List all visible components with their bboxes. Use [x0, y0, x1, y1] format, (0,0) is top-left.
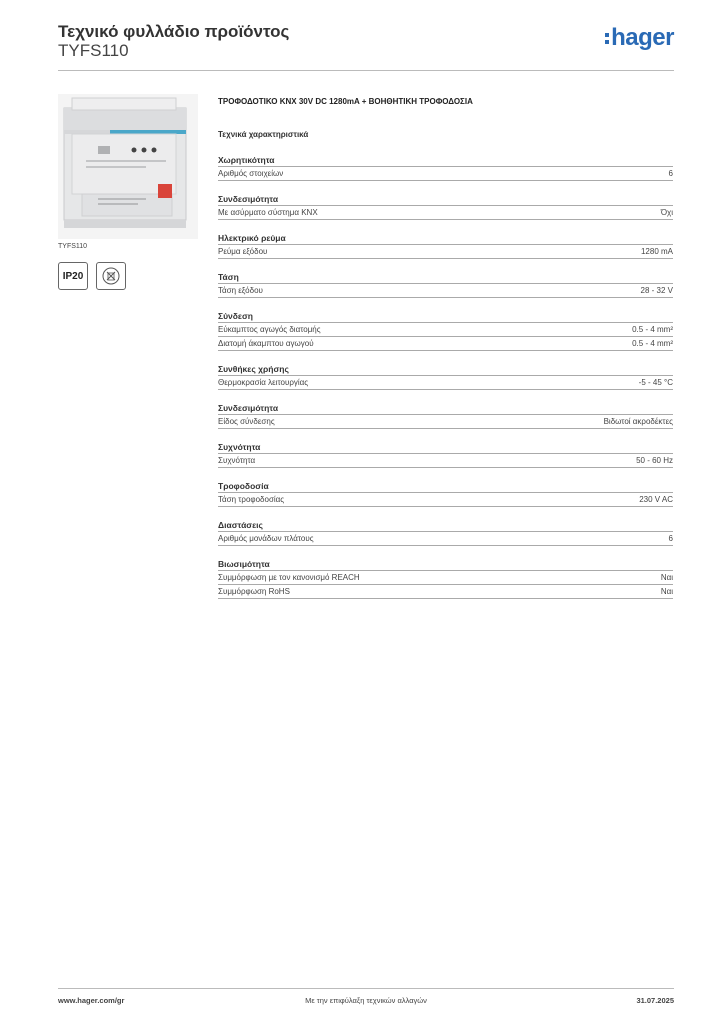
spec-label: Θερμοκρασία λειτουργίας — [218, 378, 309, 387]
spec-value: 0.5 - 4 mm² — [632, 325, 673, 334]
spec-value: 0.5 - 4 mm² — [632, 339, 673, 348]
spec-row — [218, 245, 673, 259]
spec-group — [218, 520, 673, 546]
spec-group — [218, 155, 673, 181]
spec-row — [218, 206, 673, 220]
spec-group-title: Συχνότητα — [218, 442, 673, 454]
power-supply-icon — [58, 94, 198, 239]
spec-row — [218, 337, 673, 351]
spec-label: Συμμόρφωση RoHS — [218, 587, 290, 596]
spec-groups — [218, 155, 673, 599]
spec-value: 6 — [668, 169, 673, 178]
spec-value: 6 — [668, 534, 673, 543]
section-title: Τεχνικά χαρακτηριστικά — [218, 130, 309, 139]
spec-label: Συμμόρφωση με τον κανονισμό REACH — [218, 573, 360, 582]
spec-label: Με ασύρματο σύστημα KNX — [218, 208, 318, 217]
spec-label: Τάση εξόδου — [218, 286, 263, 295]
spec-group-title: Συνδεσιμότητα — [218, 403, 673, 415]
spec-value: 50 - 60 Hz — [636, 456, 673, 465]
spec-label: Είδος σύνδεσης — [218, 417, 275, 426]
spec-value: Ναι — [660, 587, 673, 596]
spec-group-title: Διαστάσεις — [218, 520, 673, 532]
weee-icon — [96, 262, 126, 290]
spec-row — [218, 415, 673, 429]
spec-group-title: Χωρητικότητα — [218, 155, 673, 167]
hager-logo — [605, 24, 674, 52]
spec-row — [218, 323, 673, 337]
spec-group-title: Ηλεκτρικό ρεύμα — [218, 233, 673, 245]
spec-group-title: Σύνδεση — [218, 311, 673, 323]
spec-group — [218, 559, 673, 599]
spec-label: Αριθμός μονάδων πλάτους — [218, 534, 314, 543]
spec-row — [218, 532, 673, 546]
spec-label: Διατομή άκαμπτου αγωγού — [218, 339, 314, 348]
spec-row — [218, 284, 673, 298]
spec-group — [218, 233, 673, 259]
spec-value: 230 V AC — [639, 495, 673, 504]
spec-row — [218, 585, 673, 599]
spec-label: Τάση τροφοδοσίας — [218, 495, 285, 504]
spec-label: Αριθμός στοιχείων — [218, 169, 284, 178]
spec-value: Όχι — [660, 208, 673, 217]
spec-group-title: Τροφοδοσία — [218, 481, 673, 493]
specifications — [218, 97, 673, 599]
document-subtitle: TYFS110 — [58, 41, 129, 60]
footer-website: www.hager.com/gr — [58, 996, 125, 1005]
spec-row — [218, 376, 673, 390]
spec-group — [218, 442, 673, 468]
spec-group — [218, 311, 673, 351]
page-header — [58, 20, 674, 68]
spec-value: Βιδωτοί ακροδέκτες — [603, 417, 673, 426]
spec-row — [218, 493, 673, 507]
spec-label: Εύκαμπτος αγωγός διατομής — [218, 325, 321, 334]
spec-value: Ναι — [660, 573, 673, 582]
spec-label: Ρεύμα εξόδου — [218, 247, 268, 256]
spec-group — [218, 403, 673, 429]
spec-group-title: Συνθήκες χρήσης — [218, 364, 673, 376]
spec-group-title: Τάση — [218, 272, 673, 284]
image-caption: TYFS110 — [58, 243, 88, 250]
document-title: Τεχνικό φυλλάδιο προϊόντος — [58, 22, 290, 41]
logo-dots-icon — [605, 30, 610, 47]
header-divider — [58, 70, 674, 71]
spec-value: -5 - 45 °C — [638, 378, 673, 387]
spec-group — [218, 364, 673, 390]
product-image — [58, 94, 198, 239]
logo-text: hager — [611, 24, 674, 51]
spec-group — [218, 481, 673, 507]
spec-row — [218, 167, 673, 181]
spec-row — [218, 454, 673, 468]
spec-label: Συχνότητα — [218, 456, 256, 465]
footer-date: 31.07.2025 — [636, 996, 674, 1005]
spec-group-title: Βιωσιμότητα — [218, 559, 673, 571]
footer-note: Με την επιφύλαξη τεχνικών αλλαγών — [305, 996, 427, 1005]
footer-divider — [58, 988, 674, 989]
spec-group — [218, 194, 673, 220]
spec-group — [218, 272, 673, 298]
spec-value: 28 - 32 V — [640, 286, 673, 295]
spec-group-title: Συνδεσιμότητα — [218, 194, 673, 206]
product-name: ΤΡΟΦΟΔΟΤΙΚΟ KNX 30V DC 1280mA + ΒΟΗΘΗΤΙΚΗ ΤΡΟΦΟΔΟΣΙΑ — [218, 97, 473, 106]
spec-row — [218, 571, 673, 585]
spec-value: 1280 mA — [640, 247, 673, 256]
ip-rating-badge: IP20 — [58, 262, 88, 290]
